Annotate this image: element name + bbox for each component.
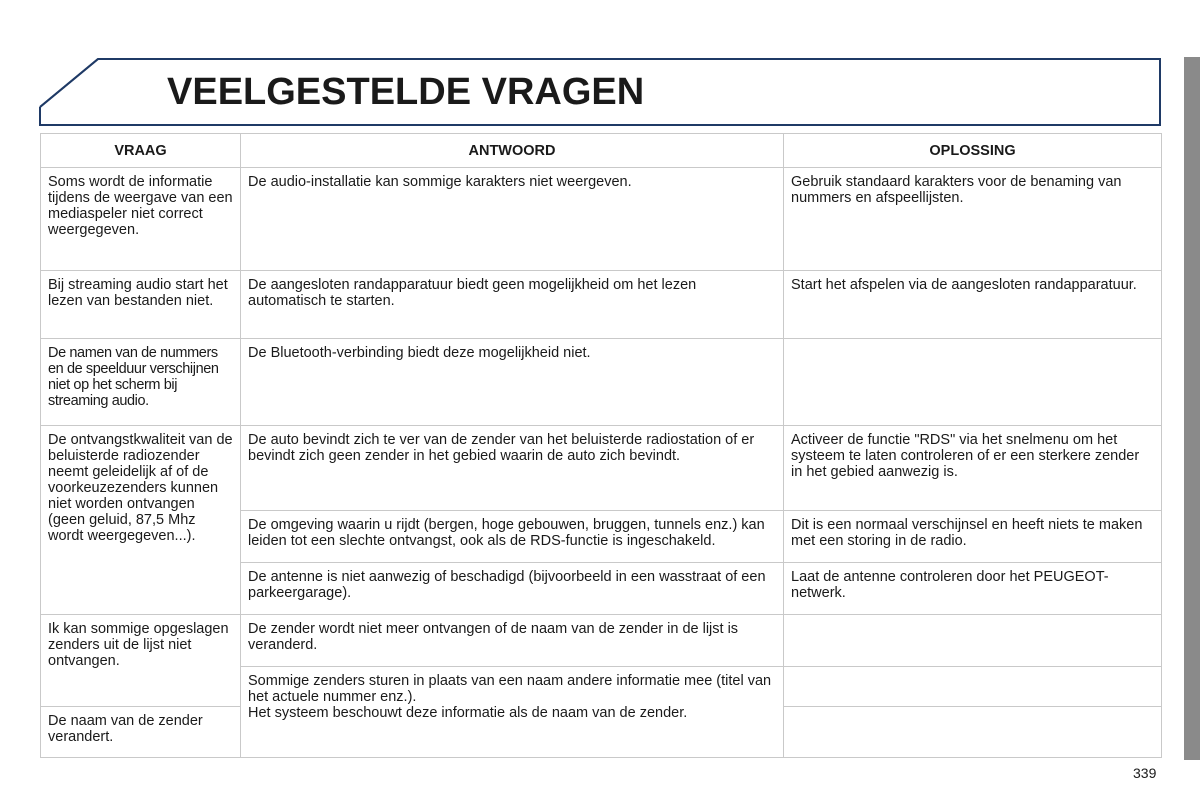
page-number: 339 xyxy=(1133,765,1157,781)
solution-cell: Gebruik standaard karakters voor de benaming van nummers en afspeellijsten. xyxy=(784,168,1162,271)
table-row xyxy=(41,271,1162,339)
page-edge-bar xyxy=(1184,57,1200,760)
page-title: VEELGESTELDE VRAGEN xyxy=(167,71,645,113)
column-header-question: VRAAG xyxy=(41,134,241,168)
solution-cell: Activeer de functie "RDS" via het snelmenu om het systeem te laten controleren of er een sterkere zender in het gebied aanwezig is. xyxy=(784,426,1162,511)
answer-cell xyxy=(241,667,784,758)
table-row xyxy=(41,168,1162,271)
table-row xyxy=(41,426,1162,511)
answer-cell: De omgeving waarin u rijdt (bergen, hoge gebouwen, bruggen, tunnels enz.) kan leiden tot een slechte ontvangst, ook als de RDS-functie is ingeschakeld. xyxy=(241,511,784,563)
table-header-row xyxy=(41,134,1162,168)
solution-cell xyxy=(784,707,1162,758)
question-cell: De namen van de nummers en de speelduur verschijnen niet op het scherm bij streaming audio. xyxy=(41,339,241,426)
question-cell: Bij streaming audio start het lezen van bestanden niet. xyxy=(41,271,241,339)
question-cell: De naam van de zender verandert. xyxy=(41,707,241,758)
table-row xyxy=(41,615,1162,667)
answer-cell: De aangesloten randapparatuur biedt geen mogelijkheid om het lezen automatisch te starten. xyxy=(241,271,784,339)
solution-cell xyxy=(784,615,1162,667)
answer-cell: De Bluetooth-verbinding biedt deze mogelijkheid niet. xyxy=(241,339,784,426)
solution-cell: Start het afspelen via de aangesloten randapparatuur. xyxy=(784,271,1162,339)
answer-text: Sommige zenders sturen in plaats van een naam andere informatie mee (titel van het actuele nummer enz.). xyxy=(248,673,772,705)
faq-table xyxy=(40,133,1162,758)
column-header-solution: OPLOSSING xyxy=(784,134,1162,168)
solution-cell xyxy=(784,667,1162,707)
column-header-answer: ANTWOORD xyxy=(241,134,784,168)
answer-cell: De audio-installatie kan sommige karakters niet weergeven. xyxy=(241,168,784,271)
answer-cell: De zender wordt niet meer ontvangen of de naam van de zender in de lijst is veranderd. xyxy=(241,615,784,667)
question-cell: De ontvangstkwaliteit van de beluisterde radiozender neemt geleidelijk af of de voorkeuzezenders kunnen niet worden ontvangen (geen geluid, 87,5 Mhz wordt weergegeven...). xyxy=(41,426,241,615)
answer-text: Het systeem beschouwt deze informatie als de naam van de zender. xyxy=(248,705,688,721)
solution-cell: Dit is een normaal verschijnsel en heeft niets te maken met een storing in de radio. xyxy=(784,511,1162,563)
answer-cell: De antenne is niet aanwezig of beschadigd (bijvoorbeeld in een wasstraat of een parkeergarage). xyxy=(241,563,784,615)
solution-cell xyxy=(784,339,1162,426)
question-cell: Soms wordt de informatie tijdens de weergave van een mediaspeler niet correct weergegeven. xyxy=(41,168,241,271)
solution-cell: Laat de antenne controleren door het PEUGEOT-netwerk. xyxy=(784,563,1162,615)
question-cell: Ik kan sommige opgeslagen zenders uit de lijst niet ontvangen. xyxy=(41,615,241,707)
answer-cell: De auto bevindt zich te ver van de zender van het beluisterde radiostation of er bevindt zich geen zender in het gebied waarin de auto zich bevindt. xyxy=(241,426,784,511)
table-row xyxy=(41,339,1162,426)
